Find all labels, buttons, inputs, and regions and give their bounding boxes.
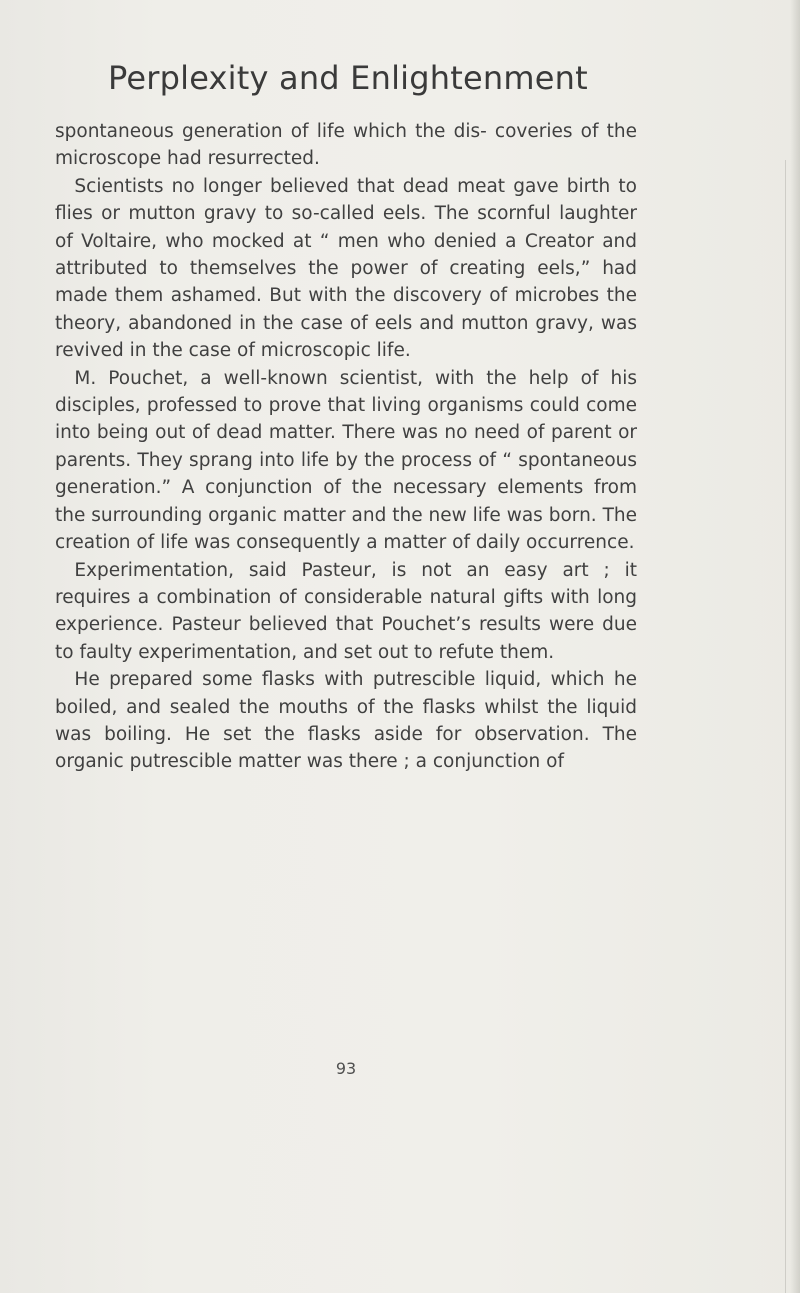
paragraph-continued: spontaneous generation of life which the dis- coveries of the microscope had resurrected. xyxy=(55,121,637,170)
page-edge-line xyxy=(785,160,786,1293)
paragraph-pouchet: M. Pouchet, a well-known scientist, with the help of his disciples, professed to prove that living organisms could come into being out of dead matter. There was no need of parent or parents. They sprang into life by the process of “ spontaneous generation.” A conjunction of the necessary elements from the surrounding organic matter and the new life was born. The creation of life was consequently a matter of daily occurrence. xyxy=(55,367,637,554)
paragraph-experimentation: Experimentation, said Pasteur, is not an easy art ; it requires a combination of considerable natural gifts with long experience. Pasteur believed that Pouchet’s results were due to faulty experimentation, and set out to refute them. xyxy=(55,559,637,663)
body-text xyxy=(55,118,637,776)
paragraph-flasks: He prepared some flasks with putrescible liquid, which he boiled, and sealed the mouths of the flasks whilst the liquid was boiling. He set the flasks aside for observation. The organic putrescible matter was there ; a conjunction of xyxy=(55,669,637,773)
running-head: Perplexity and Enlightenment xyxy=(108,59,588,97)
paragraph-scientists: Scientists no longer believed that dead meat gave birth to flies or mutton gravy to so-called eels. The scornful laughter of Voltaire, who mocked at “ men who denied a Creator and attributed to themselves the power of creating eels,” had made them ashamed. But with the discovery of microbes the theory, abandoned in the case of eels and mutton gravy, was revived in the case of microscopic life. xyxy=(55,175,637,362)
page-edge-shadow xyxy=(790,0,800,1293)
page-number: 93 xyxy=(335,1059,357,1078)
